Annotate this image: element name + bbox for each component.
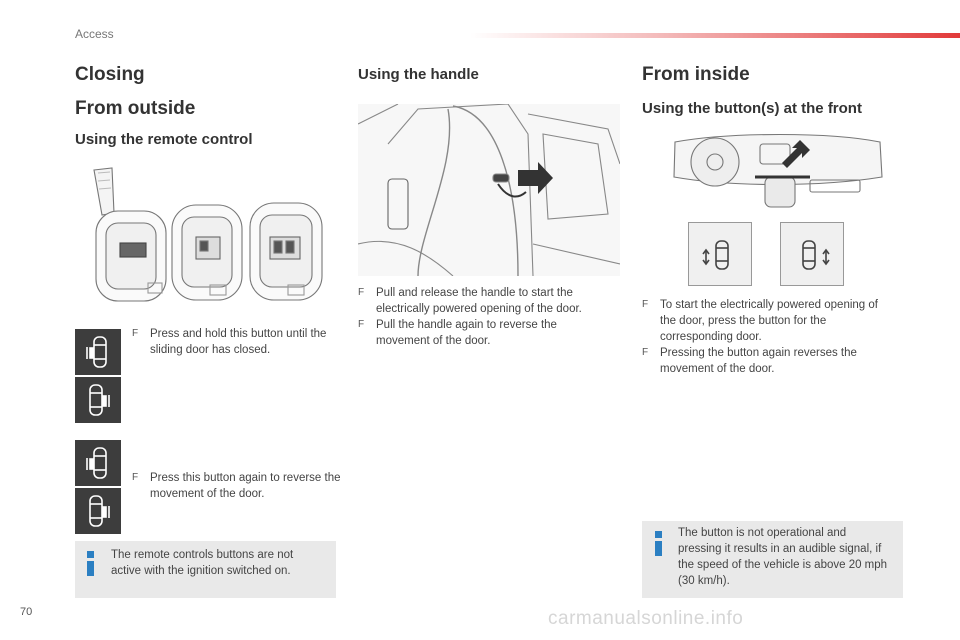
handle-bullet-2 (358, 317, 608, 349)
inside-bullet-2-text: Pressing the button again reverses the movement of the door. (660, 347, 857, 375)
bullet-mark: F (132, 328, 139, 339)
heading-using-handle: Using the handle (358, 66, 479, 83)
car-door-left-icon (75, 329, 121, 375)
bullet-mark: F (132, 472, 139, 483)
info-icon (87, 551, 94, 576)
info-box-remote (75, 541, 336, 598)
title-from-inside: From inside (642, 64, 750, 85)
info-remote-text: The remote controls buttons are not active with the ignition switched on. (111, 549, 294, 577)
heading-buttons-front: Using the button(s) at the front (642, 100, 862, 117)
handle-bullet-list (358, 285, 608, 349)
car-door-right-icon (75, 488, 121, 534)
inside-bullet-1-text: To start the electrically powered opening of the door, press the button for the corresponding door. (660, 299, 878, 343)
remote-keys-illustration (80, 165, 335, 310)
subtitle-from-outside: From outside (75, 98, 196, 119)
step-press-again-text: Press this button again to reverse the movement of the door. (150, 472, 341, 500)
info-box-speed (642, 521, 903, 598)
car-door-left-icon (75, 440, 121, 486)
inside-bullet-1 (642, 297, 892, 345)
button-left-door-icon (688, 222, 752, 286)
page-number: 70 (20, 606, 33, 618)
handle-bullet-1-text: Pull and release the handle to start the electrically powered opening of the door. (376, 287, 582, 315)
title-closing: Closing (75, 64, 145, 85)
van-door-illustration (358, 104, 620, 276)
inside-bullet-2 (642, 345, 892, 377)
section-label: Access (75, 27, 114, 41)
watermark: carmanualsonline.info (548, 608, 744, 629)
info-speed-text: The button is not operational and pressing it results in an audible signal, if the speed of the vehicle is above 20 mph (30 km/h). (678, 527, 888, 587)
header-accent-bar (470, 33, 960, 38)
dashboard-icon (670, 132, 885, 217)
info-icon (655, 531, 662, 556)
inside-bullet-list (642, 297, 892, 377)
car-door-right-icon (75, 377, 121, 423)
bullet-mark: F (358, 319, 365, 330)
heading-remote-control: Using the remote control (75, 131, 253, 148)
bullet-mark: F (642, 347, 649, 358)
step-press-hold-text: Press and hold this button until the sliding door has closed. (150, 328, 327, 356)
handle-bullet-1 (358, 285, 608, 317)
step-press-hold (132, 326, 350, 358)
handle-bullet-2-text: Pull the handle again to reverse the movement of the door. (376, 319, 557, 347)
button-right-door-icon (780, 222, 844, 286)
bullet-mark: F (642, 299, 649, 310)
step-press-again (132, 470, 345, 502)
bullet-mark: F (358, 287, 365, 298)
